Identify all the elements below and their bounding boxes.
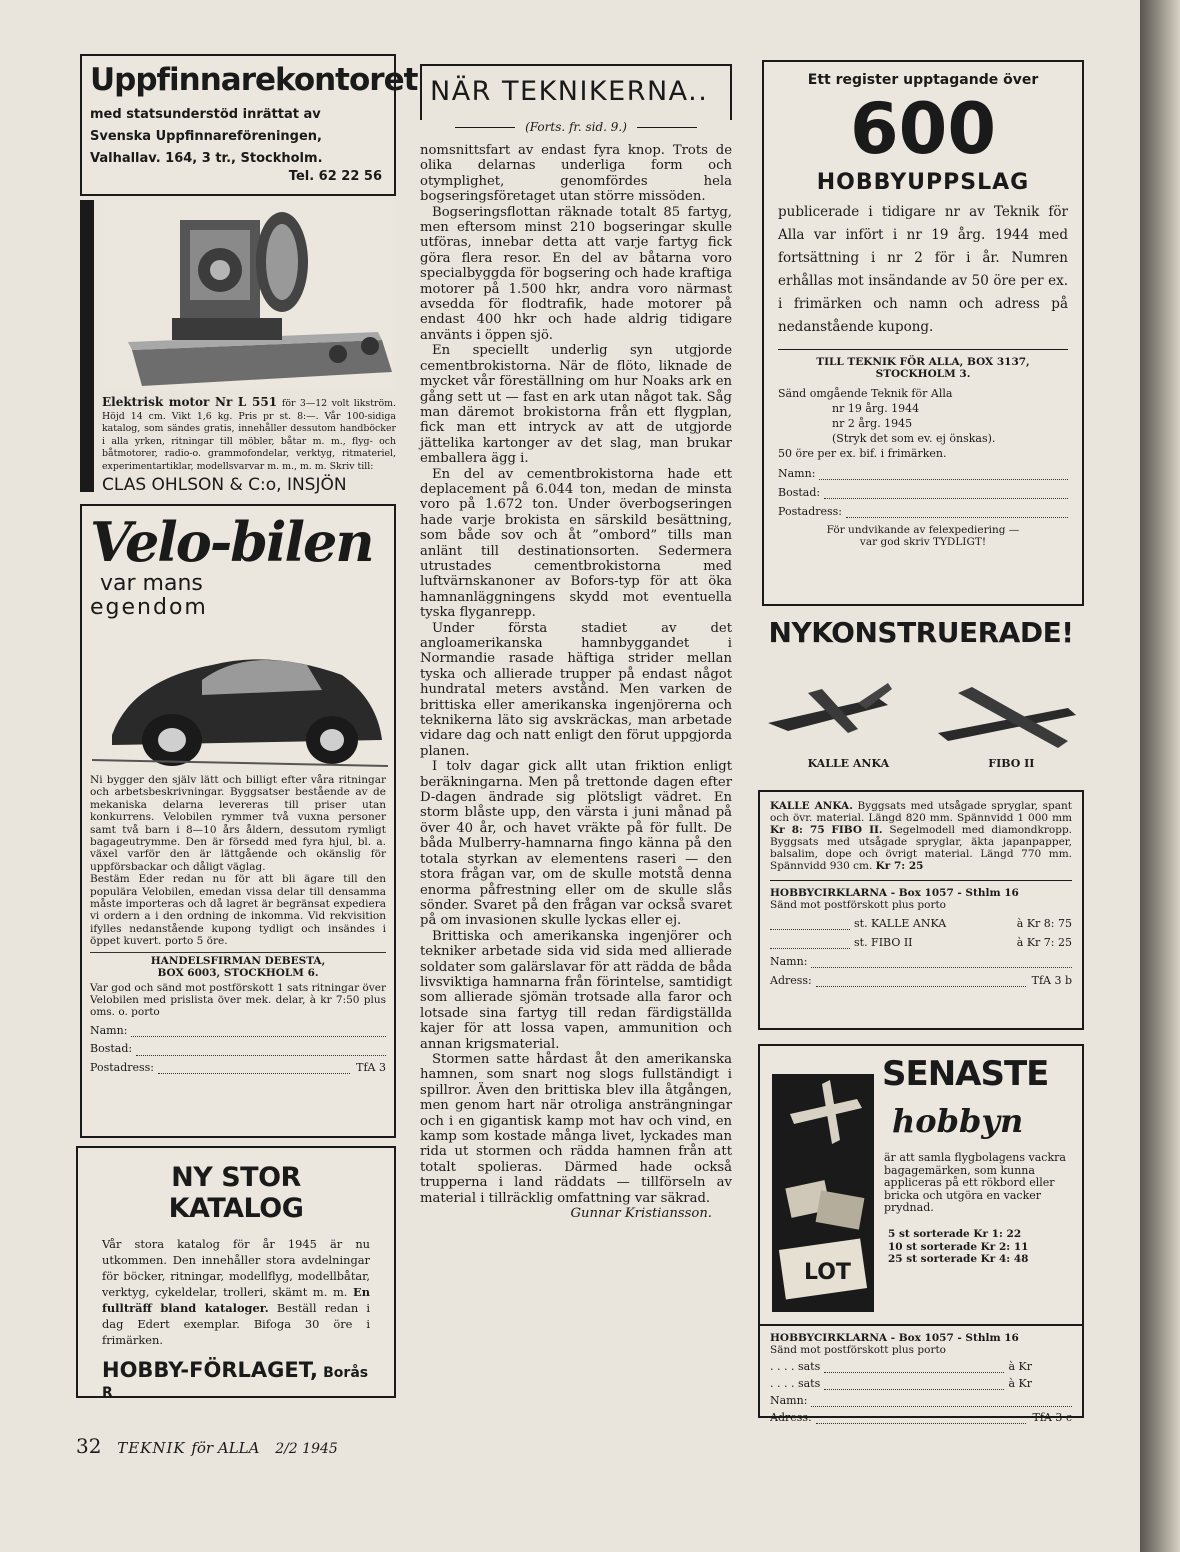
article-p3: En speciellt underlig syn utgjorde cementbrokistorna. När de flöto, liknade de mycket vår föreställning om hur Noaks ark en gång sett ut — fast en ark utan något tak. Såg man däremot brokistorna från ett flygplan, fick man ett intryck av att de utgjorde jättelika kartonger av det slag, man brukar emballera ägg i. [420, 343, 732, 467]
senaste-price3: 25 st sorterade Kr 4: 48 [888, 1253, 1029, 1266]
senaste-price1: 5 st sorterade Kr 1: 22 [888, 1228, 1022, 1240]
ad-600 [762, 60, 1084, 606]
ad600-foot2: var god skriv TYDLIGT! [859, 536, 987, 548]
velo-firm2: BOX 6003, STOCKHOLM 6. [157, 967, 319, 980]
article-body [420, 143, 732, 1221]
senaste-code: TfA 3 c [1032, 1411, 1072, 1424]
article-p6: I tolv dagar gick allt utan friktion enligt beräkningarna. Men på trettonde dagen efter D-dagen ändrade sig plötsligt vädret. En storm blåste upp, den värsta i juni månad på över 40 år, och havet vräkte på för fullt. De båda Mulberry-hamnarna fingo känna på den totala styrkan av elementens raseri — den stora frågan var, om de skulle motstå denna enorma påfrestning eller om de skulle slås sönder. Svaret på den frågan var också svaret på om invasionen skulle lyckas eller ej. [420, 759, 732, 929]
ad600-sub: HOBBYUPPSLAG [816, 170, 1030, 195]
kalle-adr-label: Adress: [770, 974, 812, 987]
ad600-bostad-label: Bostad: [778, 486, 821, 499]
senaste-price2: 10 st sorterade Kr 2: 11 [888, 1240, 1029, 1253]
kalle-row1: st. KALLE ANKA [854, 917, 947, 930]
ad-motor [80, 200, 396, 495]
footer-mag: TEKNIK [117, 1439, 186, 1457]
article-cont [420, 120, 732, 134]
fibo-name: FIBO II. [831, 824, 883, 836]
uppfinnare-title: Uppfinnarekontoret [90, 62, 418, 98]
katalog-title: NY STOR KATALOG [168, 1162, 304, 1224]
kalle-text: Byggsats med utsågade spryglar, spant och övr. material. Längd 820 mm. Spännvidd 1 000 mm [770, 800, 1072, 824]
senaste-adr-label: Adress: [770, 1411, 812, 1424]
article-p1: nomsnittsfart av endast fyra knop. Trots de olika delarnas underliga form och otymplighet, genomfördes hela bogseringsföretaget utan större missöden. [420, 143, 732, 205]
ad600-l2: nr 19 årg. 1944 [832, 402, 920, 415]
velo-post-label: Postadress: [90, 1060, 155, 1074]
senaste-qty2-field[interactable] [824, 1379, 1004, 1390]
uppfinnare-text: med statsunderstöd inrättat av Svenska Uppfinnareföreningen, Valhallav. 164, 3 tr., Stockholm. [90, 107, 323, 166]
footer-issue: 2/2 1945 [275, 1441, 338, 1457]
senaste-adr-field[interactable] [816, 1413, 1027, 1424]
kalle-name-label: Namn: [770, 955, 808, 968]
ad600-name-label: Namn: [778, 467, 816, 480]
kalle-order2: Sänd mot postförskott plus porto [770, 899, 947, 911]
kalle-name-field[interactable] [811, 957, 1072, 968]
senaste-name-field[interactable] [811, 1396, 1072, 1407]
ad600-top: Ett register upptagande över [807, 72, 1039, 88]
senaste-order2: Sänd mot postförskott plus porto [770, 1344, 947, 1356]
article-p2: Bogseringsflottan räknade totalt 85 fartyg, men eftersom minst 210 bogseringar skulle utföras, innebar detta att varje fartyg fick göra flera resor. En del av båtarna voro specialbyggda för bogsering och hade kraftiga motorer på 1.500 hkr, andra voro närmast avsedda för flodtrafik, hade motorer på endast 400 hkr och hade aldrig tidigare använts i öppen sjö. [420, 204, 732, 343]
kalle-order1: HOBBYCIRKLARNA - Box 1057 - Sthlm 16 [770, 887, 1019, 899]
ad600-number: 600 [849, 88, 997, 170]
senaste-text: är att samla flygbolagens vackra bagagemärken, som kunna appliceras på ett rökbord eller bricka och utgöra en vacker prydnad. [884, 1151, 1066, 1215]
ad600-name-field[interactable] [819, 469, 1068, 480]
velo-post-field[interactable] [158, 1063, 350, 1074]
plane1-label: KALLE ANKA [807, 757, 890, 770]
senaste-sub: hobbyn [892, 1102, 1024, 1140]
katalog-bold: En fullträff bland kataloger. [102, 1285, 370, 1315]
article-header [420, 64, 732, 120]
fibo-price: Kr 7: 25 [875, 860, 924, 872]
senaste-row2b: à Kr [1008, 1377, 1032, 1390]
katalog-text: Vår stora katalog för år 1945 är nu utkommen. Den innehåller stora avdelningar för böcker, ritningar, modellflyg, modellbåtar, verktyg, cykeldelar, trolleri, skämt m. m. [102, 1237, 370, 1299]
fibo-text: Segelmodell med diamondkropp. Byggsats med utsågade spryglar, äkta japanpapper, balsalim, dope och övrigt material. Längd 770 mm. Spännvidd 930 cm. [770, 824, 1073, 872]
ad600-post-label: Postadress: [778, 505, 843, 518]
ad600-foot1: För undvikande av felexpediering — [826, 524, 1020, 536]
ad-kalle [758, 790, 1084, 1030]
article-p8: Stormen satte hårdast åt den amerikanska hamnen, som snart nog slogs fullständigt i spillror. Även den brittiska blev illa åtgången, men genom hart när otroliga ansträngningar och i en gigantisk kamp mot hav och vind, en kamp som kostade många livet, lyckades man rida ut stormen och rädda hamnen från att totalt spolieras. Därmed hade också trupperna i land räddats — tillförseln av material i tillräcklig omfattning var säkrad. [420, 1051, 732, 1206]
velo-order: Var god och sänd mot postförskott 1 sats ritningar över Velobilen med prislista över mek. delar, à kr 7:50 plus oms. o. porto [90, 981, 386, 1019]
katalog-city: Borås R [102, 1365, 369, 1401]
kalle-price: Kr 8: 75 [770, 824, 825, 836]
plane2-label: FIBO II [988, 757, 1035, 770]
ad600-l3: nr 2 årg. 1945 [832, 417, 913, 430]
ad-katalog [76, 1146, 396, 1401]
kalle-qty-field[interactable] [770, 919, 850, 930]
ad600-l5: 50 öre per ex. bif. i frimärken. [778, 447, 947, 460]
article-p7: Brittiska och amerikanska ingenjörer och tekniker arbetade sida vid sida med allierade soldater som galärslavar för att rädda de båda livsviktiga hamnarna från förintelse, samtidigt som allierade sjömän trotsade alla faror och lotsade sina fartyg till redan färdigställda kajer för att lossa vapen, ammunition och annan krigsmaterial. [420, 928, 732, 1052]
ad600-bostad-field[interactable] [824, 488, 1068, 499]
velo-firm1: HANDELSFIRMAN DEBESTA, [150, 954, 326, 967]
kalle-adr-field[interactable] [816, 976, 1026, 987]
velo-tagline2: egendom [90, 595, 208, 620]
ad600-post-field[interactable] [846, 507, 1068, 518]
velo-car-illustration [92, 620, 388, 770]
ad600-text: publicerade i tidigare nr av Teknik för Alla var infört i nr 19 årg. 1944 med fortsättning i nr 2 för i år. Numren erhållas mot insändande av 50 öre per ex. i frimärken och namn och adress på nedanstående kupong. [778, 204, 1068, 335]
motor-company: CLAS OHLSON & C:o, INSJÖN [102, 474, 347, 495]
velo-brand: Velo-bilen [90, 510, 373, 574]
velo-name-field[interactable] [131, 1026, 386, 1037]
senaste-title: SENASTE [882, 1054, 1049, 1094]
article-continued: (Forts. fr. sid. 9.) [525, 120, 627, 134]
binding-gutter [1140, 0, 1180, 1552]
kalle-row1-price: à Kr 8: 75 [1016, 917, 1072, 930]
velo-body: Ni bygger den själv lätt och billigt efter våra ritningar och arbetsbeskrivningar. Byggsatser bestående av de mekaniska delarna levereras till priser utan konkurrens. Velobilen rymmer två vuxna personer samt två barn i 8—10 års åldern, dessutom rymligt bagageutrymme. Den är försedd med fyra hjul, bl. a. växel varför den är lättgående och okänslig för uppförsbackar och dåligt väglag. [90, 774, 386, 873]
article-title: NÄR TEKNIKERNA.. [430, 76, 709, 107]
senaste-row1b: à Kr [1008, 1360, 1032, 1373]
katalog-text2: Beställ redan i dag Edert exemplar. Bifoga 30 öre i frimärken. [102, 1301, 371, 1347]
ad600-l4: (Stryk det som ev. ej önskas). [832, 432, 996, 445]
footer-mag2: för ALLA [191, 1439, 260, 1457]
motor-illustration [102, 200, 394, 390]
article-author: Gunnar Kristiansson. [570, 1206, 712, 1222]
velo-code: TfA 3 [356, 1060, 386, 1074]
senaste-qty1-field[interactable] [824, 1362, 1004, 1373]
uppfinnare-tel: Tel. 62 22 56 [288, 169, 382, 184]
velo-body2: Bestäm Eder redan nu för att bli ägare till den populära Velobilen, emedan vissa delar till densamma måste importeras och då lagret är begränsat expediera vi ordern a i den ordning de inkomma. Vid rekvisition ifylles nedanstående kupong tydligt och insändes i öppet kuvert. porto 5 öre. [90, 873, 386, 948]
plane-models-illustration [758, 653, 1084, 753]
article-p4: En del av cementbrokistorna hade ett deplacement på 6.044 ton, medan de minsta voro på 1.672 ton. Under överbogseringen hade varje brokista en särskild besättning, som både sov och åt ”ombord” tills man anlänt till destinationsorten. Sedermera utrustades cementbrokistorna med luftvärnskanoner av Bofors-typ för att öka hamnanläggningens skydd mot eventuella tyska flyganrepp. [420, 466, 732, 621]
motor-text: för 3—12 volt likström. Höjd 14 cm. Vikt 1,6 kg. Pris pr st. 8:—. Vår 100-sidiga katalog, som sändes gratis, innehåller dessutom handböcker i alla yrken, ritningar till möbler, båtar m. m., flyg- och båtmotorer, radio-o. grammofondelar, verktyg, ritmateriel, experimentartiklar, modellsvarvar m. m., m. m. Skriv till: [102, 398, 396, 472]
velo-tagline1: var mans [100, 571, 203, 596]
lot-label: LOT [804, 1260, 851, 1285]
ad-senaste [758, 1044, 1084, 1424]
senaste-row1a: . . . . sats [770, 1360, 821, 1373]
senaste-name-label: Namn: [770, 1394, 808, 1407]
kalle-code: TfA 3 b [1031, 974, 1072, 987]
kalle-name: KALLE ANKA. [770, 800, 853, 812]
page-footer [76, 1434, 338, 1458]
kalle-row2-price: à Kr 7: 25 [1016, 936, 1072, 949]
ad600-l1: Sänd omgående Teknik för Alla [778, 387, 953, 400]
kalle-row2: st. FIBO II [854, 936, 913, 949]
senaste-row2a: . . . . sats [770, 1377, 821, 1390]
page-number: 32 [76, 1434, 102, 1458]
senaste-order1: HOBBYCIRKLARNA - Box 1057 - Sthlm 16 [770, 1332, 1019, 1344]
ad-nykonstr [758, 616, 1084, 782]
motor-headline: Elektrisk motor Nr L 551 [102, 395, 278, 409]
fibo-qty-field[interactable] [770, 938, 850, 949]
katalog-publisher: HOBBY-FÖRLAGET, [102, 1358, 319, 1382]
velo-bostad-label: Bostad: [90, 1042, 133, 1056]
velo-bostad-field[interactable] [136, 1045, 386, 1056]
article-p5: Under första stadiet av det angloamerikanska hamnbyggandet i Normandie rasade häftiga strider mellan tyska och allierade trupper på endast något hundratal meters avstånd. Men varken de brittiska eller amerikanska ingenjörerna och teknikerna läto sig avskräckas, man arbetade vidare dag och natt enligt den förut uppgjorda planen. [420, 620, 732, 759]
ad-velo [80, 504, 396, 1138]
velo-name-label: Namn: [90, 1023, 128, 1037]
nykonstr-title: NYKONSTRUERADE! [768, 616, 1074, 649]
ad600-addr1: TILL TEKNIK FÖR ALLA, BOX 3137, [816, 356, 1030, 368]
ad600-addr2: STOCKHOLM 3. [875, 368, 971, 380]
lot-labels-illustration [772, 1074, 874, 1312]
ad-uppfinnare [80, 54, 418, 196]
